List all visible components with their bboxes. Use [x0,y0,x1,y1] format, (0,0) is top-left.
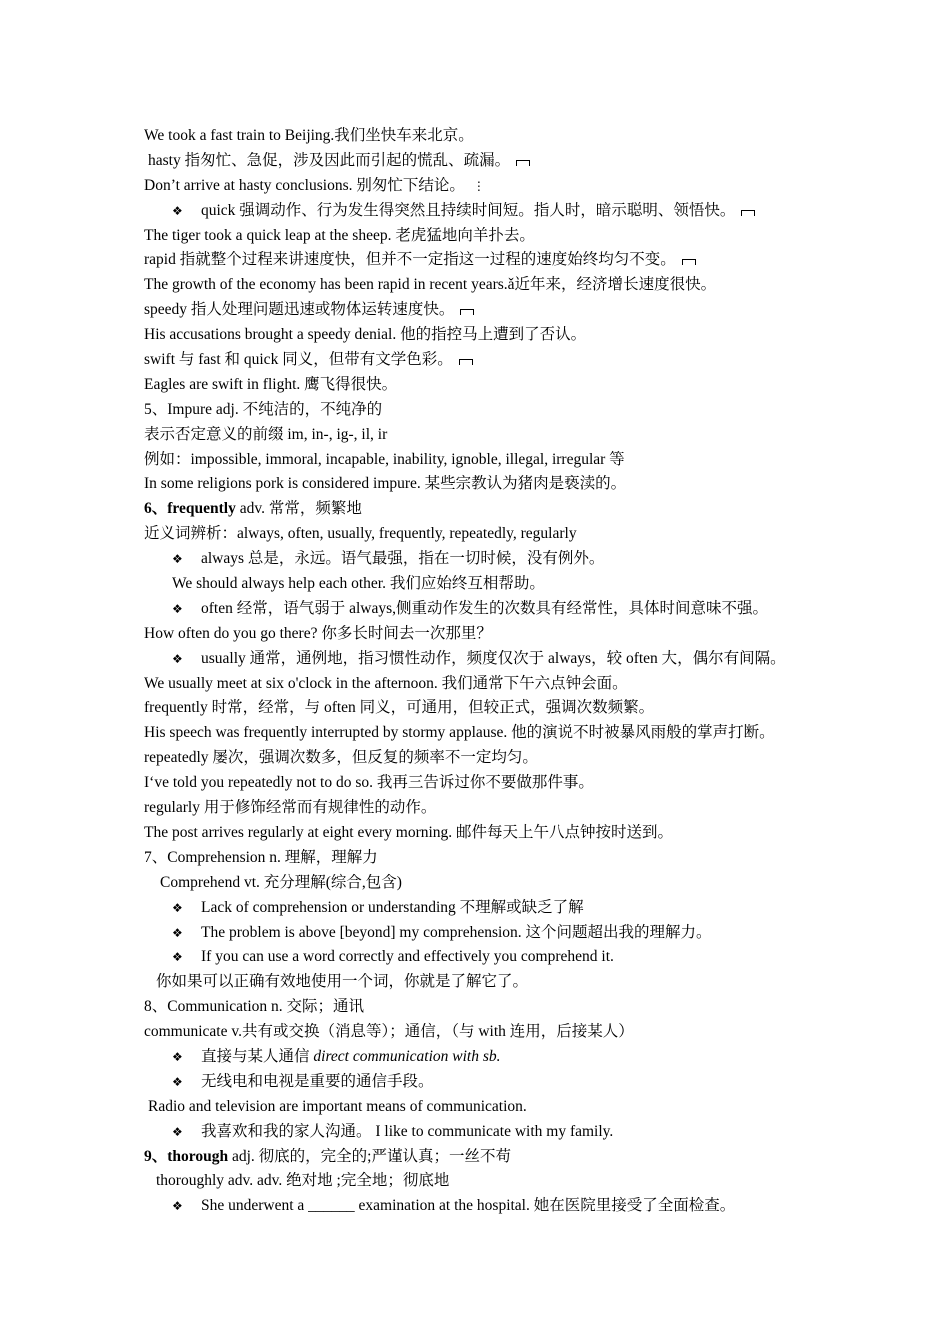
diamond-bullet-icon: ❖ [172,900,183,915]
text-line [144,1020,844,1045]
text-line [144,871,844,896]
text-line [144,448,844,473]
line-text: thoroughly adv. adv. 绝对地 ;完全地；彻底地 [156,1172,450,1190]
line-text: often 经常，语气弱于 always,侧重动作发生的次数具有经常性，具体时间意味不强。 [201,599,769,617]
bullet-item [144,1194,844,1219]
line-text: always 总是，永远。语气最强，指在一切时候，没有例外。 [201,550,605,568]
line-text: quick 强调动作、行为发生得突然且持续时间短。指人时，暗示聪明、领悟快。 [201,201,736,219]
text-line [144,323,844,348]
document-body [144,124,844,1219]
line-text: 8、Communication n. 交际；通讯 [144,998,365,1016]
section-heading [144,1145,844,1170]
text-line [144,1169,844,1194]
text-line [144,224,844,249]
bullet-item [144,547,844,572]
line-text: 无线电和电视是重要的通信手段。 [201,1072,434,1090]
text-line [144,248,844,273]
line-text: adj. 彻底的，完全的;严谨认真；一丝不苟 [228,1147,511,1165]
line-text: Radio and television are important means of communication. [148,1097,527,1115]
text-line [144,149,844,174]
text-line [144,721,844,746]
bullet-item [144,199,844,224]
text-line [144,472,844,497]
bullet-item [144,1070,844,1095]
bullet-item [144,1045,844,1070]
line-text: rapid 指就整个过程来讲速度快，但并不一定指这一过程的速度始终均匀不变。 [144,251,676,269]
diamond-bullet-icon: ❖ [172,1074,183,1089]
line-text: I‘ve told you repeatedly not to do so. 我再三告诉过你不要做那件事。 [144,774,594,792]
text-line [144,348,844,373]
line-text: We took a fast train to Beijing.我们坐快车来北京。 [144,127,474,144]
text-line [144,373,844,398]
line-text: We should always help each other. 我们应始终互相帮助。 [172,575,545,593]
heading-word: 9、thorough [144,1147,229,1165]
line-text: 5、Impure adj. 不纯洁的，不纯净的 [144,400,383,418]
line-text: communicate v.共有或交换（消息等）；通信，（与 with 连用，后接某人） [144,1023,634,1041]
line-text: 近义词辨析：always, often, usually, frequently, repeatedly, regularly [144,525,577,543]
text-line [144,672,844,697]
bullet-item [144,597,844,622]
section-heading [144,497,844,522]
line-text: She underwent a ______ examination at the hospital. 她在医院里接受了全面检查。 [201,1197,736,1215]
line-text: 表示否定意义的前缀 im, in-, ig-, il, ir [144,425,388,443]
line-text: If you can use a word correctly and effectively you comprehend it. [201,948,614,966]
line-text: speedy 指人处理问题迅速或物体运转速度快。 [144,301,455,319]
line-text: His accusations brought a speedy denial. 他的指控马上遭到了否认。 [144,326,587,344]
italic-phrase: direct communication with sb. [313,1047,501,1065]
line-text: We usually meet at six o'clock in the afternoon. 我们通常下午六点钟会面。 [144,674,628,692]
line-text: regularly 用于修饰经常而有规律性的动作。 [144,799,437,817]
line-text: His speech was frequently interrupted by stormy applause. 他的演说不时被暴风雨般的掌声打断。 [144,724,775,742]
diamond-bullet-icon: ❖ [172,651,183,666]
diamond-bullet-icon: ❖ [172,925,183,940]
text-line [144,1095,844,1120]
line-text: The post arrives regularly at eight every morning. 邮件每天上午八点钟按时送到。 [144,823,674,841]
diamond-bullet-icon: ❖ [172,1124,183,1139]
text-line [144,771,844,796]
diamond-bullet-icon: ❖ [172,552,183,567]
line-text: usually 通常，通例地，指习惯性动作，频度仅次于 always，较 often 大，偶尔有间隔。 [201,649,786,667]
section-heading [144,995,844,1020]
text-line [144,522,844,547]
diamond-bullet-icon: ❖ [172,1199,183,1214]
bracket-mark-icon [460,309,474,315]
text-line [144,622,844,647]
section-heading [144,846,844,871]
line-text: Don’t arrive at hasty conclusions. 别匆忙下结论。 [144,176,465,194]
line-text: swift 与 fast 和 quick 同义，但带有文学色彩。 [144,351,453,369]
line-text: The problem is above [beyond] my comprehension. 这个问题超出我的理解力。 [201,923,712,941]
line-text: In some religions pork is considered impure. 某些宗教认为猪肉是亵渎的。 [144,475,627,493]
bullet-item [144,921,844,946]
bracket-mark-icon [516,160,530,166]
line-text: 直接与某人通信 [201,1047,314,1065]
text-line [144,174,844,199]
text-line [144,746,844,771]
text-line [144,696,844,721]
line-text: 你如果可以正确有效地使用一个词，你就是了解它了。 [156,973,529,991]
diamond-bullet-icon: ❖ [172,203,183,218]
line-text: How often do you go there? 你多长时间去一次那里？ [144,624,492,642]
section-heading [144,398,844,423]
text-line [144,970,844,995]
bullet-item [144,896,844,921]
bracket-mark-icon [459,359,473,365]
text-line [144,821,844,846]
text-line [144,124,844,149]
bullet-item [144,647,844,672]
line-text: The growth of the economy has been rapid in recent years.ǎ近年来，经济增长速度很快。 [144,276,717,294]
vertical-dots-icon: ⋮ [472,178,485,193]
text-line [144,572,844,597]
text-line [144,423,844,448]
bullet-item [144,945,844,970]
text-line [144,796,844,821]
bullet-item [144,1120,844,1145]
line-text: Lack of comprehension or understanding 不理解或缺乏了解 [201,898,584,916]
diamond-bullet-icon: ❖ [172,950,183,965]
line-text: Comprehend vt. 充分理解(综合,包含) [160,873,402,891]
line-text: 我喜欢和我的家人沟通。 I like to communicate with my family. [201,1122,614,1140]
line-text: frequently 时常，经常，与 often 同义，可通用，但较正式，强调次数频繁。 [144,699,655,717]
bracket-mark-icon [741,210,755,216]
line-text: hasty 指匆忙、急促，涉及因此而引起的慌乱、疏漏。 [148,151,511,169]
line-text: The tiger took a quick leap at the sheep. 老虎猛地向羊扑去。 [144,226,535,244]
line-text: 例如：impossible, immoral, incapable, inability, ignoble, illegal, irregular 等 [144,450,625,468]
line-text: 7、Comprehension n. 理解，理解力 [144,848,378,866]
text-line [144,273,844,298]
text-line [144,298,844,323]
diamond-bullet-icon: ❖ [172,1049,183,1064]
line-text: adv. 常常，频繁地 [235,500,362,518]
bracket-mark-icon [682,259,696,265]
line-text: Eagles are swift in flight. 鹰飞得很快。 [144,375,398,393]
line-text: repeatedly 屡次，强调次数多，但反复的频率不一定均匀。 [144,749,538,767]
diamond-bullet-icon: ❖ [172,601,183,616]
heading-word: 6、frequently [144,500,236,518]
